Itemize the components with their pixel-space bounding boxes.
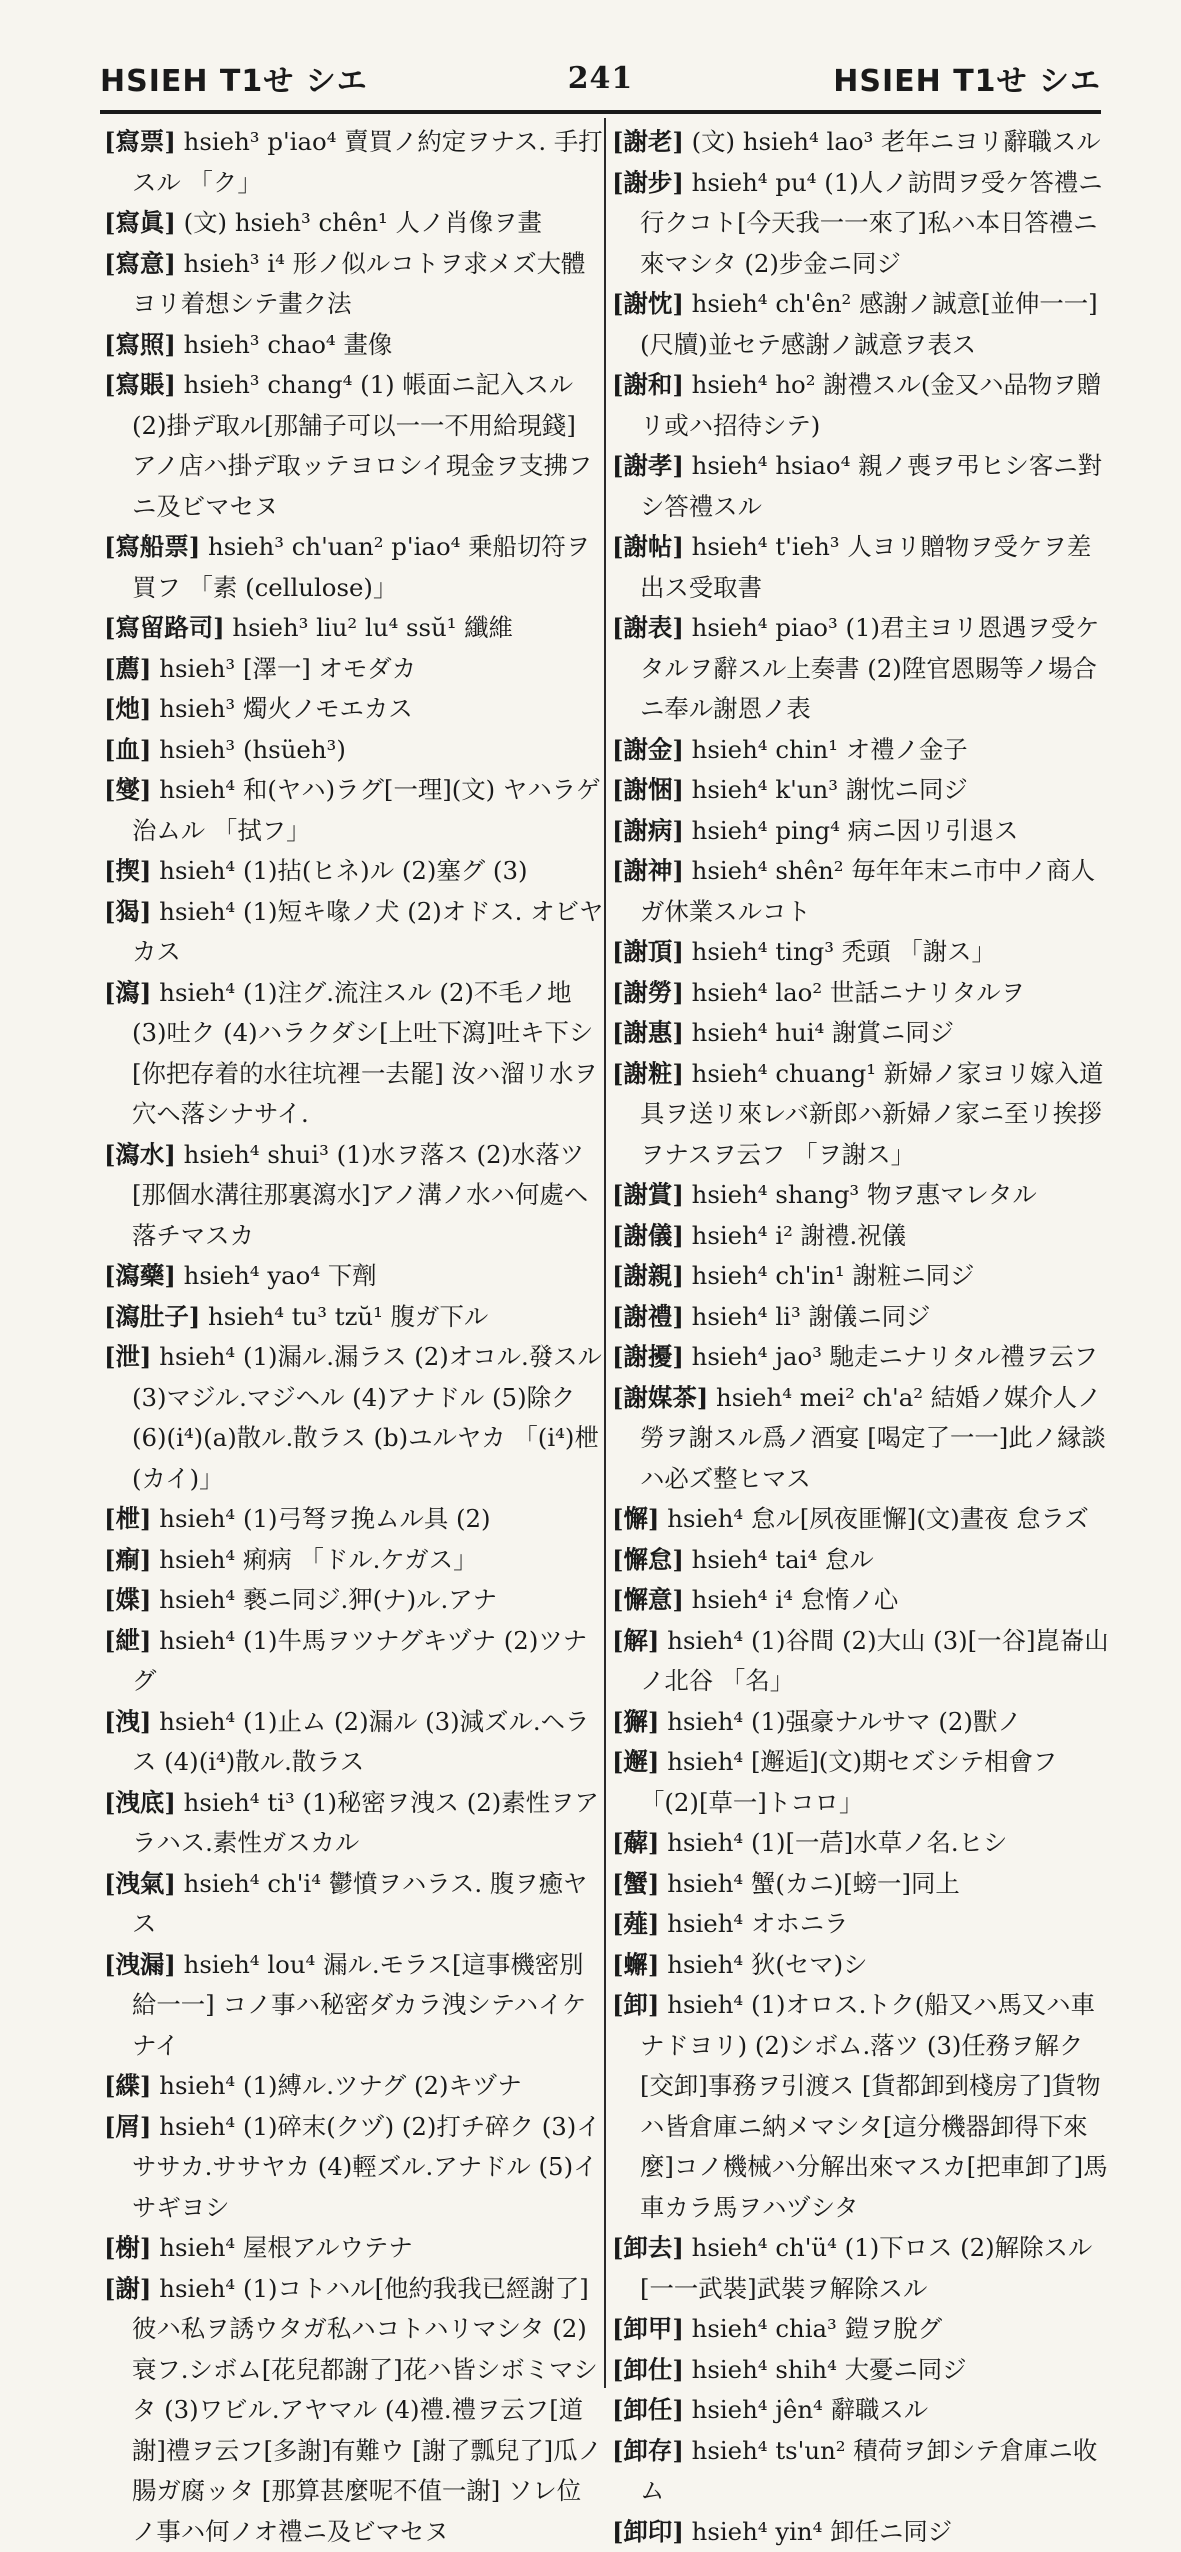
entry-definition: hsieh⁴ hui⁴ 謝賞ニ同ジ (692, 1018, 954, 1047)
entry-definition: hsieh³ 燭火ノモエカス (159, 694, 412, 723)
entry-definition: hsieh⁴ chia³ 鎧ヲ脫グ (692, 2314, 943, 2343)
entry-headword: [瀉] (104, 978, 151, 1007)
dictionary-entry (104, 1783, 604, 1864)
dictionary-entry (612, 811, 1112, 852)
entry-headword: [泄] (104, 1342, 151, 1371)
entry-headword: [謝擾] (612, 1342, 684, 1371)
entry-headword: [洩底] (104, 1788, 176, 1817)
entry-headword: [揳] (104, 856, 151, 885)
dictionary-entry (104, 1540, 604, 1581)
dictionary-entry (612, 851, 1112, 932)
dictionary-entry (104, 649, 604, 690)
entry-definition: hsieh⁴ ch'ên² 感謝ノ誠意[並伸一一](尺牘)並セテ感謝ノ誠意ヲ表ス (640, 289, 1098, 359)
dictionary-entry (104, 203, 604, 244)
entry-headword: [緤] (104, 2071, 151, 2100)
entry-definition: hsieh⁴ (1)注グ.流注スル (2)不毛ノ地 (3)吐ク (4)ハラクダシ[上吐下瀉]吐キ下シ [你把存着的水往坑裡一去罷] 汝ハ溜リ水ヲ穴ヘ落シナサイ. (132, 978, 598, 1129)
entry-headword: [謝帖] (612, 532, 684, 561)
entry-definition: hsieh⁴ yin⁴ 卸任ニ同ジ (692, 2517, 952, 2546)
dictionary-entry (612, 446, 1112, 527)
entry-headword: [謝勞] (612, 978, 684, 1007)
entry-headword: [灺] (104, 694, 151, 723)
entry-headword: [寫船票] (104, 532, 200, 561)
dictionary-entry (612, 1904, 1112, 1945)
entry-headword: [謝禮] (612, 1302, 684, 1331)
entry-definition: (文) hsieh⁴ lao³ 老年ニヨリ辭職スル (692, 127, 1101, 156)
entry-headword: [謝親] (612, 1261, 684, 1290)
dictionary-entry (612, 770, 1112, 811)
entry-definition: hsieh⁴ t'ieh³ 人ヨリ贈物ヲ受ケヲ差出ス受取書 (640, 532, 1091, 602)
entry-headword: [謝悃] (612, 775, 684, 804)
entry-definition: hsieh⁴ (1)コトハル[他約我我已經謝了] 彼ハ私ヲ誘ウタガ私ハコトハリマシタ (2)衰フ.シボム[花兒都謝了]花ハ皆シボミマシタ (3)ワビル.アヤマル (4)禮.禮ヲ云フ[道謝]禮ヲ云フ[多謝]有難ウ [謝了瓢兒了]瓜ノ腸ガ腐ッタ [那算甚麼呢不值一謝] ソレ位ノ事ハ何ノオ禮ニ及ビマセヌ (132, 2274, 602, 2546)
entry-headword: [謝媒茶] (612, 1383, 708, 1412)
entry-headword: [謝老] (612, 127, 684, 156)
dictionary-entry (612, 163, 1112, 285)
dictionary-entry (104, 1580, 604, 1621)
dictionary-entry (104, 851, 604, 892)
entry-definition: hsieh⁴ 屋根アルウテナ (159, 2233, 412, 2262)
entry-definition: hsieh⁴ chin¹ オ禮ノ金子 (692, 735, 968, 764)
entry-headword: [寫照] (104, 330, 176, 359)
dictionary-entry (104, 2107, 604, 2229)
entry-definition: hsieh⁴ (1)强豪ナルサマ (2)獸ノ (667, 1707, 1021, 1736)
entry-definition: hsieh⁴ mei² ch'a² 結婚ノ媒介人ノ勞ヲ謝スル爲ノ酒宴 [喝定了一一]此ノ縁談ハ必ズ整ヒマス (640, 1383, 1106, 1493)
dictionary-entry (612, 2228, 1112, 2309)
entry-definition: hsieh⁴ ting³ 禿頭 「謝ス」 (692, 937, 996, 966)
entry-headword: [獬] (612, 1707, 659, 1736)
dictionary-entry (612, 2309, 1112, 2350)
entry-definition: hsieh³ i⁴ 形ノ似ルコトヲ求メズ大體ヨリ着想シテ畫ク法 (132, 249, 585, 319)
entry-definition: hsieh⁴ (1)短キ喙ノ犬 (2)オドス. オビヤカス (132, 897, 603, 967)
entry-headword: [枻] (104, 1504, 151, 1533)
dictionary-entry (612, 973, 1112, 1014)
entry-definition: hsieh⁴ 和(ヤハ)ラグ[一理](文) ヤハラゲ治ムル 「拭フ」 (132, 775, 601, 845)
entry-headword: [謝] (104, 2274, 151, 2303)
entry-headword: [卸存] (612, 2436, 684, 2465)
dictionary-entry (104, 1864, 604, 1945)
dictionary-entry (612, 1216, 1112, 1257)
dictionary-entry (612, 1054, 1112, 1176)
entry-definition: hsieh⁴ pu⁴ (1)人ノ訪問ヲ受ケ答禮ニ行クコト[今天我一一來了]私ハ本日答禮ニ來マシタ (2)步金ニ同ジ (640, 168, 1103, 278)
dictionary-entry (612, 1864, 1112, 1905)
entry-headword: [謝粧] (612, 1059, 684, 1088)
entry-headword: [謝儀] (612, 1221, 684, 1250)
entry-headword: [解] (612, 1626, 659, 1655)
entry-headword: [寫意] (104, 249, 176, 278)
right-column (612, 122, 1112, 2392)
entry-headword: [卸] (612, 1990, 659, 2019)
dictionary-entry (104, 608, 604, 649)
entry-definition: hsieh⁴ ch'i⁴ 鬱憤ヲハラス. 腹ヲ癒ヤス (132, 1869, 587, 1939)
entry-headword: [卸印] (612, 2517, 684, 2546)
entry-headword: [寫留路司] (104, 613, 225, 642)
dictionary-entry (612, 2390, 1112, 2431)
entry-headword: [榭] (104, 2233, 151, 2262)
entry-definition: (文) hsieh³ chên¹ 人ノ肖像ヲ畫 (184, 208, 542, 237)
dictionary-entry (104, 2269, 604, 2552)
dictionary-entry (104, 892, 604, 973)
entry-definition: hsieh⁴ lou⁴ 漏ル.モラス[這事機密別給一一] コノ事ハ秘密ダカラ洩シテハイケナイ (132, 1950, 586, 2060)
entry-headword: [薦] (104, 654, 151, 683)
entry-definition: hsieh⁴ (1)止ム (2)漏ル (3)減ズル.ヘラス (4)(i⁴)散ル.散ラス (132, 1707, 589, 1777)
entry-headword: [洩] (104, 1707, 151, 1736)
entry-headword: [洩漏] (104, 1950, 176, 1979)
header-left: HSIEH T1せ シエ (100, 56, 368, 100)
entry-headword: [寫眞] (104, 208, 176, 237)
entry-definition: hsieh⁴ ts'un² 積荷ヲ卸シテ倉庫ニ收ム (640, 2436, 1097, 2506)
dictionary-entry (612, 2431, 1112, 2512)
entry-headword: [謝孝] (612, 451, 684, 480)
entry-headword: [蟹] (612, 1869, 659, 1898)
entry-headword: [瀉水] (104, 1140, 176, 1169)
entry-headword: [瀉肚子] (104, 1302, 200, 1331)
entry-headword: [薢] (612, 1828, 659, 1857)
entry-definition: hsieh³ p'iao⁴ 賣買ノ約定ヲナス. 手打スル 「ク」 (132, 127, 603, 197)
dictionary-entry (612, 1621, 1112, 1702)
entry-definition: hsieh⁴ (1)拈(ヒネ)ル (2)塞グ (3) (159, 856, 527, 885)
entry-definition: hsieh⁴ (1)谷間 (2)大山 (3)[一谷]崑崙山ノ北谷 「名」 (640, 1626, 1109, 1696)
entry-definition: hsieh⁴ ch'ü⁴ (1)下ロス (2)解除スル[一一武裝]武裝ヲ解除スル (640, 2233, 1092, 2303)
dictionary-entry (612, 1823, 1112, 1864)
dictionary-entry (104, 770, 604, 851)
entry-definition: hsieh⁴ shui³ (1)水ヲ落ス (2)水落ツ[那個水溝往那裏瀉水]アノ溝ノ水ハ何處ヘ落チマスカ (132, 1140, 588, 1250)
entry-definition: hsieh⁴ jao³ 馳走ニナリタル禮ヲ云フ (692, 1342, 1098, 1371)
dictionary-entry (612, 932, 1112, 973)
entry-definition: hsieh⁴ (1)碎末(クヅ) (2)打チ碎ク (3)イササカ.ササヤカ (4)輕ズル.アナドル (5)イサギヨシ (132, 2112, 601, 2222)
entry-headword: [卸仕] (612, 2355, 684, 2384)
entry-definition: hsieh⁴ yao⁴ 下劑 (184, 1261, 377, 1290)
entry-headword: [謝和] (612, 370, 684, 399)
entry-definition: hsieh³ (hsüeh³) (159, 735, 346, 764)
entry-definition: hsieh⁴ li³ 謝儀ニ同ジ (692, 1302, 931, 1331)
dictionary-entry (104, 325, 604, 366)
dictionary-entry (104, 527, 604, 608)
entry-definition: hsieh⁴ 蟹(カニ)[螃一]同上 (667, 1869, 960, 1898)
entry-definition: hsieh³ ch'uan² p'iao⁴ 乗船切符ヲ買フ 「素 (cellulose)」 (132, 532, 590, 602)
entry-headword: [懈] (612, 1504, 659, 1533)
dictionary-entry (104, 1945, 604, 2067)
entry-headword: [媟] (104, 1585, 151, 1614)
dictionary-entry (104, 1702, 604, 1783)
header-rule (100, 110, 1101, 114)
entry-definition: hsieh⁴ k'un³ 謝忱ニ同ジ (692, 775, 968, 804)
dictionary-entry (612, 1702, 1112, 1743)
dictionary-entry (104, 1499, 604, 1540)
dictionary-entry (104, 730, 604, 771)
entry-headword: [寫票] (104, 127, 176, 156)
dictionary-entry (612, 608, 1112, 730)
dictionary-entry (612, 527, 1112, 608)
dictionary-entry (612, 122, 1112, 163)
column-divider (604, 118, 606, 2388)
dictionary-entry (104, 244, 604, 325)
dictionary-entry (612, 1256, 1112, 1297)
running-header (100, 48, 1101, 108)
entry-definition: hsieh⁴ オホニラ (667, 1909, 848, 1938)
entry-headword: [謝表] (612, 613, 684, 642)
entry-definition: hsieh⁴ (1)牛馬ヲツナグキヅナ (2)ツナグ (132, 1626, 587, 1696)
dictionary-entry (104, 973, 604, 1135)
dictionary-entry (612, 284, 1112, 365)
entry-definition: hsieh⁴ ping⁴ 病ニ因リ引退ス (692, 816, 1019, 845)
dictionary-entry (104, 689, 604, 730)
entry-definition: hsieh³ chang⁴ (1) 帳面ニ記入スル (2)掛デ取ル[那舗子可以一一不用給現錢] アノ店ハ掛デ取ッテヨロシイ現金ヲ支拂フニ及ビマセヌ (132, 370, 592, 521)
dictionary-entry (612, 1945, 1112, 1986)
entry-definition: hsieh⁴ lao² 世話ニナリタルヲ (692, 978, 1025, 1007)
entry-definition: hsieh⁴ hsiao⁴ 親ノ喪ヲ弔ヒシ客ニ對シ答禮スル (640, 451, 1102, 521)
dictionary-entry (612, 1013, 1112, 1054)
entry-headword: [謝病] (612, 816, 684, 845)
entry-headword: [邂] (612, 1747, 659, 1776)
entry-definition: hsieh⁴ piao³ (1)君主ヨリ恩遇ヲ受ケタルヲ辭スル上奏書 (2)陞官恩賜等ノ場合ニ奉ル謝恩ノ表 (640, 613, 1100, 723)
dictionary-entry (612, 1540, 1112, 1581)
entry-definition: hsieh⁴ i⁴ 怠惰ノ心 (692, 1585, 899, 1614)
dictionary-entry (612, 1378, 1112, 1500)
dictionary-entry (612, 1175, 1112, 1216)
entry-headword: [謝神] (612, 856, 684, 885)
entry-headword: [謝惠] (612, 1018, 684, 1047)
entry-headword: [懈意] (612, 1585, 684, 1614)
dictionary-entry (104, 365, 604, 527)
entry-headword: [瀉藥] (104, 1261, 176, 1290)
entry-definition: hsieh⁴ ho² 謝禮スル(金又ハ品物ヲ贈リ或ハ招待シテ) (640, 370, 1101, 440)
entry-definition: hsieh⁴ i² 謝禮.祝儀 (692, 1221, 906, 1250)
entry-definition: hsieh³ chao⁴ 畫像 (184, 330, 393, 359)
header-right: HSIEH T1せ シエ (833, 56, 1101, 100)
dictionary-entry (104, 1621, 604, 1702)
entry-headword: [蠏] (612, 1950, 659, 1979)
entry-headword: [屑] (104, 2112, 151, 2141)
entry-definition: hsieh⁴ 褻ニ同ジ.狎(ナ)ル.アナ (159, 1585, 497, 1614)
dictionary-entry (612, 1499, 1112, 1540)
entry-definition: hsieh⁴ ch'in¹ 謝粧ニ同ジ (692, 1261, 975, 1290)
dictionary-entry (612, 1580, 1112, 1621)
entry-definition: hsieh⁴ (1)オロス.トク(船又ハ馬又ハ車ナドヨリ) (2)シボム.落ツ (3)任務ヲ解ク[交卸]事務ヲ引渡ス [貨都卸到棧房了]貨物ハ皆倉庫ニ納メマシタ[這分機器卸得下來麼]コノ機械ハ分解出來マスカ[把車卸了]馬車カラ馬ヲハヅシタ (640, 1990, 1108, 2222)
dictionary-entry (104, 1337, 604, 1499)
entry-headword: [痸] (104, 1545, 151, 1574)
entry-definition: hsieh³ [澤一] オモダカ (159, 654, 416, 683)
dictionary-entry (612, 1337, 1112, 1378)
dictionary-entry (104, 1297, 604, 1338)
entry-headword: [血] (104, 735, 151, 764)
entry-definition: hsieh⁴ shên² 毎年年末ニ市中ノ商人ガ休業スルコト (640, 856, 1095, 926)
entry-definition: hsieh⁴ [邂逅](文)期セズシテ相會フ 「(2)[草一]トコロ」 (640, 1747, 1057, 1817)
entry-headword: [寫賬] (104, 370, 176, 399)
dictionary-entry (104, 1135, 604, 1257)
entry-headword: [謝賞] (612, 1180, 684, 1209)
entry-definition: hsieh⁴ chuang¹ 新婦ノ家ヨリ嫁入道具ヲ送リ來レバ新郎ハ新婦ノ家ニ至リ挨拶ヲナスヲ云フ 「ヲ謝ス」 (640, 1059, 1103, 1169)
dictionary-entry (104, 122, 604, 203)
entry-headword: [懈怠] (612, 1545, 684, 1574)
entry-definition: hsieh⁴ (1)弓弩ヲ挽ムル具 (2) (159, 1504, 490, 1533)
entry-headword: [薤] (612, 1909, 659, 1938)
entry-headword: [燮] (104, 775, 151, 804)
entry-definition: hsieh⁴ jên⁴ 辭職スル (692, 2395, 929, 2424)
entry-definition: hsieh⁴ (1)漏ル.漏ラス (2)オコル.發スル (3)マジル.マジヘル (4)アナドル (5)除ク (6)(i⁴)(a)散ル.散ラス (b)ユルヤカ 「(i⁴)枻(カイ)」 (132, 1342, 602, 1493)
entry-headword: [卸甲] (612, 2314, 684, 2343)
entry-headword: [謝步] (612, 168, 684, 197)
entry-headword: [卸任] (612, 2395, 684, 2424)
entry-headword: [謝頂] (612, 937, 684, 966)
entry-definition: hsieh⁴ ti³ (1)秘密ヲ洩ス (2)素性ヲアラハス.素性ガスカル (132, 1788, 599, 1858)
entry-definition: hsieh⁴ 痢病 「ドル.ケガス」 (159, 1545, 477, 1574)
dictionary-entry (612, 730, 1112, 771)
entry-definition: hsieh⁴ 怠ル[夙夜匪懈](文)晝夜 怠ラズ (667, 1504, 1088, 1533)
dictionary-entry (612, 365, 1112, 446)
entry-headword: [謝忱] (612, 289, 684, 318)
entry-headword: [卸去] (612, 2233, 684, 2262)
dictionary-entry (612, 1742, 1112, 1823)
page-number: 241 (568, 61, 634, 96)
entry-headword: [猲] (104, 897, 151, 926)
entry-definition: hsieh⁴ shang³ 物ヲ惠マレタル (692, 1180, 1037, 1209)
dictionary-entry (612, 1297, 1112, 1338)
entry-definition: hsieh⁴ (1)[一茩]水草ノ名.ヒシ (667, 1828, 1007, 1857)
entry-definition: hsieh⁴ (1)縛ル.ツナグ (2)キヅナ (159, 2071, 521, 2100)
entry-definition: hsieh⁴ tai⁴ 怠ル (692, 1545, 874, 1574)
entry-definition: hsieh³ liu² lu⁴ ssŭ¹ 纖維 (232, 613, 513, 642)
dictionary-entry (104, 2228, 604, 2269)
dictionary-entry (612, 2350, 1112, 2391)
dictionary-entry (104, 2066, 604, 2107)
dictionary-entry (612, 1985, 1112, 2228)
entry-headword: [謝金] (612, 735, 684, 764)
dictionary-entry (612, 2512, 1112, 2552)
entry-headword: [紲] (104, 1626, 151, 1655)
entry-headword: [洩氣] (104, 1869, 176, 1898)
entry-definition: hsieh⁴ shih⁴ 大憂ニ同ジ (692, 2355, 967, 2384)
dictionary-entry (104, 1256, 604, 1297)
entry-definition: hsieh⁴ 狄(セマ)シ (667, 1950, 867, 1979)
entry-definition: hsieh⁴ tu³ tzŭ¹ 腹ガ下ル (208, 1302, 488, 1331)
left-column (104, 122, 604, 2392)
